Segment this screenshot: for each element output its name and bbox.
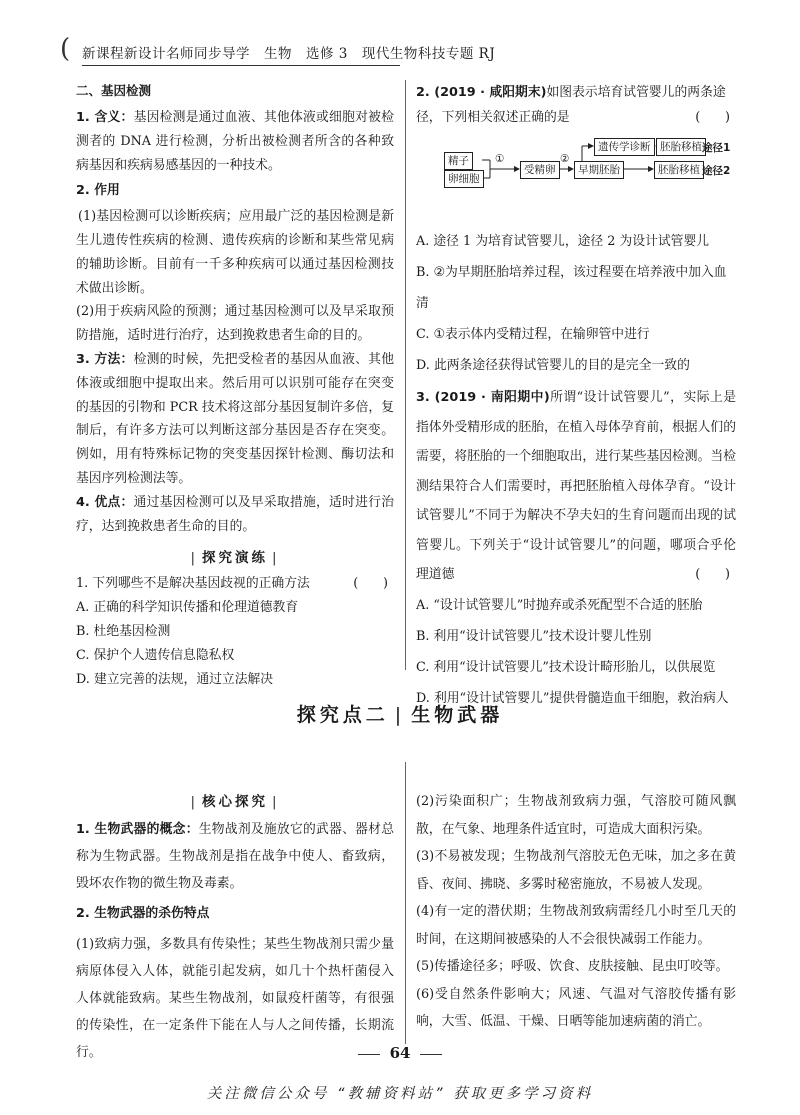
item-label: 1. 含义： <box>76 110 134 125</box>
core-banner-label: 核心探究 <box>202 794 268 810</box>
item-definition <box>76 106 394 177</box>
section-title-gene-test: 二、基因检测 <box>76 83 152 98</box>
item-label: 1. 生物武器的概念： <box>76 822 199 837</box>
footer-notice: 关注微信公众号 “教辅资料站” 获取更多学习资料 <box>206 1086 594 1102</box>
right-column-bottom <box>416 788 736 1036</box>
answer-paren: ( ) <box>695 567 736 582</box>
q2-option-b: B. ②为早期胚胎培养过程，该过程要在培养液中加入血清 <box>416 265 727 311</box>
q3-option-d: D. 利用“设计试管婴儿”提供骨髓造血干细胞，救治病人 <box>416 690 729 706</box>
question-2-source: 2. (2019 · 咸阳期末) <box>416 85 547 100</box>
diagram-transfer-1: 胚胎移植 <box>656 138 706 156</box>
header-rule <box>82 65 400 66</box>
page-header <box>60 34 760 66</box>
diagram-egg: 卵细胞 <box>444 170 484 188</box>
question-2-stem: 如图表示培育试管婴儿的两条途径，下列相关叙述正确的是 <box>416 85 726 125</box>
section-2-title-left: 探究点二 <box>296 704 389 726</box>
q2-option-d: D. 此两条途径获得试管婴儿的目的是完全一致的 <box>416 358 690 373</box>
question-3-source: 3. (2019 · 南阳期中) <box>416 390 550 405</box>
diagram-transfer-2: 胚胎移植 <box>654 161 704 179</box>
diagram-step-2: ② <box>560 153 570 165</box>
diagram-genetic-diagnosis: 遗传学诊断 <box>594 138 655 156</box>
diagram-early-embryo: 早期胚胎 <box>574 161 624 179</box>
section-2-title-right: 生物武器 <box>411 704 504 726</box>
page-number <box>0 1044 800 1062</box>
left-column-bottom <box>76 790 394 1066</box>
question-1-stem: 1. 下列哪些不是解决基因歧视的正确方法 <box>76 576 310 592</box>
answer-paren: ( ) <box>353 576 394 592</box>
q1-option-d: D. 建立完善的法规，通过立法解决 <box>76 672 274 688</box>
right-column-top <box>416 80 736 714</box>
bio-weapon-feature-1: (1)致病力强，多数具有传染性；某些生物战剂只需少量病原体侵入人体，就能引起发病，如几十个热杆菌侵入人体就能致病。某些生物战剂，如鼠疫杆菌等，有很强的传染性，在一定条件下能在人与人之间传播，长期流行。 <box>76 937 394 1060</box>
bio-weapon-feature-5: (5)传播途径多；呼吸、饮食、皮肤接触、昆虫叮咬等。 <box>416 959 729 974</box>
question-3-stem: 所谓“设计试管婴儿”，实际上是指体外受精形成的胚胎，在植入母体孕育前，根据人们的需要，将胚胎的一个细胞取出，进行某些基因检测。当检测结果符合人们需要时，再把胚胎植入母体孕育。“设计试管婴儿”不同于为解决不孕夫妇的生育问题而出现的试管婴儿。下列关于“设计试管婴儿”的问题，哪项合乎伦理道德 <box>416 390 736 582</box>
item-text: 检测的时候，先把受检者的基因从血液、其他体液或细胞中提取出来。然后用可以识别可能存在突变的基因的引物和 PCR 技术将这部分基因复制许多倍，复制后，有许多方法可以判断这部分基因是否存在突变。例如，用有特殊标记物的突变基因探针检测、酶切法和基因序列检测法等。 <box>76 351 394 486</box>
question-3 <box>416 383 736 590</box>
bio-weapon-feature-3: (3)不易被发现；生物战剂气溶胶无色无味，加之多在黄昏、夜间、拂晓、多雾时秘密施放，不易被人发现。 <box>416 849 736 892</box>
page-number-value: 64 <box>389 1044 411 1062</box>
left-column-top <box>76 80 394 692</box>
question-1 <box>76 572 394 596</box>
diagram-route-2: 途径2 <box>702 165 731 177</box>
item-method <box>76 348 394 491</box>
q3-option-a: A. “设计试管婴儿”时抛弃或杀死配型不合适的胚胎 <box>416 597 703 613</box>
item-text: 生物战剂及施放它的武器、器材总称为生物武器。生物战剂是指在战争中使人、畜致病，毁坏农作物的微生物及毒素。 <box>76 822 394 891</box>
core-banner: | 核心探究 | <box>190 794 280 810</box>
bio-weapon-features-heading: 2. 生物武器的杀伤特点 <box>76 906 210 921</box>
header-mark-icon: ( <box>60 34 71 64</box>
item-label: 4. 优点： <box>76 494 134 510</box>
item-text: 基因检测是通过血液、其他体液或细胞对被检测者的 DNA 进行检测，分析出被检测者所含的各种致病基因和疾病易感基因的一种技术。 <box>76 110 394 173</box>
item-function-heading: 2. 作用 <box>76 183 120 199</box>
ivf-diagram <box>432 134 732 220</box>
bio-weapon-feature-4: (4)有一定的潜伏期；生物战剂致病需经几小时至几天的时间，在这期间被感染的人不会很快减弱工作能力。 <box>416 904 736 947</box>
item-function-2: (2)用于疾病风险的预测；通过基因检测可以及早采取预防措施，适时进行治疗，达到挽救患者生命的目的。 <box>76 304 394 344</box>
item-function-1: (1)基因检测可以诊断疾病；应用最广泛的基因检测是新生儿遗传性疾病的检测、遗传疾病的诊断和某些常见病的辅助诊断。目前有一千多种疾病可以通过基因检测技术做出诊断。 <box>76 209 394 296</box>
q1-option-a: A. 正确的科学知识传播和伦理道德教育 <box>76 600 299 616</box>
bio-weapon-feature-6: (6)受自然条件影响大；风速、气温对气溶胶传播有影响，大雪、低温、干燥、日晒等能加速病菌的消亡。 <box>416 986 736 1029</box>
diagram-step-1: ① <box>495 153 505 165</box>
practice-banner-label: 探究演练 <box>202 550 268 567</box>
question-2 <box>416 80 736 130</box>
q2-option-c: C. ①表示体内受精过程，在输卵管中进行 <box>416 327 650 342</box>
q2-option-a: A. 途径 1 为培育试管婴儿，途径 2 为设计试管婴儿 <box>416 234 710 249</box>
q1-option-c: C. 保护个人遗传信息隐私权 <box>76 648 235 664</box>
diagram-route-1: 途径1 <box>702 142 731 154</box>
diagram-sperm: 精子 <box>444 152 473 170</box>
column-divider-top <box>405 80 406 670</box>
bio-weapon-feature-2: (2)污染面积广；生物战剂致病力强，气溶胶可随风飘散，在气象、地理条件适宜时，可造成大面积污染。 <box>416 794 736 837</box>
practice-banner: | 探究演练 | <box>190 550 280 567</box>
answer-paren: ( ) <box>695 110 736 125</box>
item-advantage <box>76 491 394 539</box>
bio-weapon-definition <box>76 816 394 897</box>
q3-option-b: B. 利用“设计试管婴儿”技术设计婴儿性别 <box>416 628 652 644</box>
q3-option-c: C. 利用“设计试管婴儿”技术设计畸形胎儿，以供展览 <box>416 659 716 675</box>
item-text: 通过基因检测可以及早采取措施，适时进行治疗，达到挽救患者生命的目的。 <box>76 494 394 534</box>
header-title: 新课程新设计名师同步导学 生物 选修 3 现代生物科技专题 RJ <box>82 46 496 62</box>
diagram-zygote: 受精卵 <box>520 161 560 179</box>
section-2-title: 探究点二 | 生物武器 <box>296 704 504 726</box>
item-label: 3. 方法： <box>76 351 134 367</box>
column-divider-bottom <box>405 762 406 1044</box>
q1-option-b: B. 杜绝基因检测 <box>76 624 171 640</box>
